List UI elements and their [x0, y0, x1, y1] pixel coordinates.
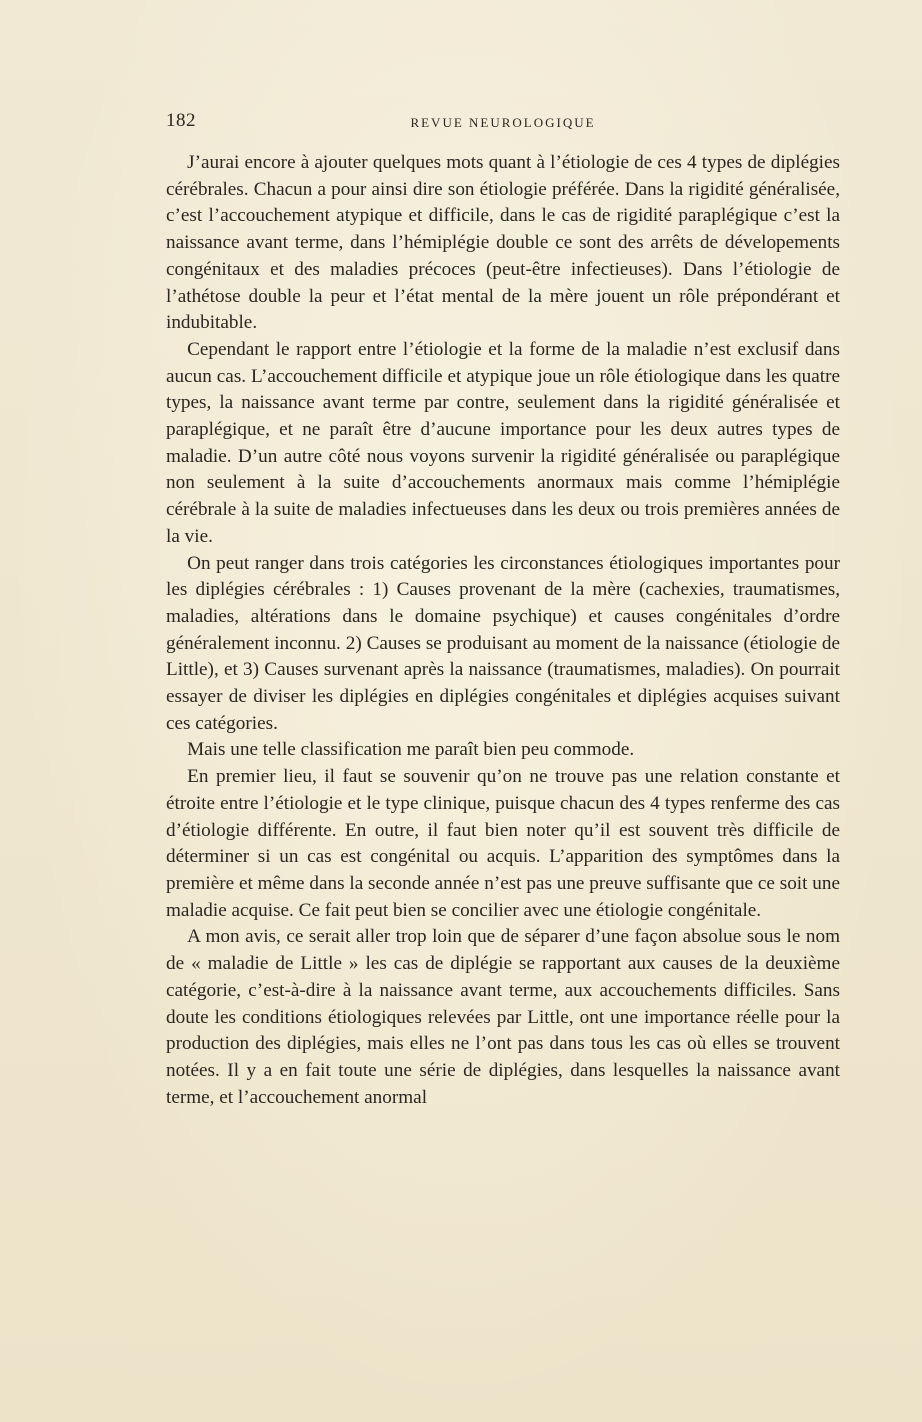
paragraph-first-point: En premier lieu, il faut se souvenir qu’on ne trouve pas une relation constante et étroite entre l’étiologie et le type clinique, puisque chacun des 4 types renferme des cas d’étiologie différente. En outre, il faut bien noter qu’il est souvent très difficile de déterminer si un cas est congénital ou acquis. L’apparition des symptômes dans la première et même dans la seconde année n’est pas une preuve suffisante que ce soit une maladie acquise. Ce fait peut bien se concilier avec une étiologie congénitale.	[166, 766, 840, 921]
running-title: REVUE NEUROLOGIQUE	[410, 115, 596, 130]
body-text	[166, 150, 840, 1111]
page-number: 182	[166, 110, 196, 131]
paragraph-classification: Mais une telle classification me paraît bien peu commode.	[187, 739, 635, 761]
paragraph-etiology-types: J’aurai encore à ajouter quelques mots quant à l’étiologie de ces 4 types de diplégies cérébrales. Chacun a pour ainsi dire son étiologie préférée. Dans la rigidité généralisée, c’est l’accouchement atypique et difficile, dans le cas de rigidité paraplégique c’est la naissance avant terme, dans l’hémiplégie double ce sont des arrêts de dévelopements congénitaux et des maladies précoces (peut-être infectieuses). Dans l’étiologie de l’athétose double la peur et l’état mental de la mère jouent un rôle prépondérant et indubitable.	[166, 152, 840, 334]
paragraph-three-categories: On peut ranger dans trois catégories les circonstances étiologiques importantes pour les diplégies cérébrales : 1) Causes provenant de la mère (cachexies, traumatismes, maladies, altérations dans le domaine psychique) et causes congénitales d’ordre généralement inconnu. 2) Causes se produisant au moment de la naissance (étiologie de Little), et 3) Causes survenant après la naissance (traumatismes, maladies). On pourrait essayer de diviser les diplégies en diplégies congénitales et diplégies acquises suivant ces catégories.	[166, 552, 840, 734]
paragraph-little-disease: A mon avis, ce serait aller trop loin que de séparer d’une façon absolue sous le nom de « maladie de Little » les cas de diplégie se rapportant aux causes de la deuxième catégorie, c’est-à-dire à la naissance avant terme, aux accouchements difficiles. Sans doute les conditions étiologiques relevées par Little, ont une importance réelle pour la production des diplégies, mais elles ne l’ont pas dans tous les cas où elles se trouvent notées. Il y a en fait toute une série de diplégies, dans lesquelles la naissance avant terme, et l’accouchement anormal	[166, 926, 840, 1108]
paragraph-etiology-relation: Cependant le rapport entre l’étiologie et la forme de la maladie n’est exclusif dans aucun cas. L’accouchement difficile et atypique joue un rôle étiologique dans les quatre types, la naissance avant terme par contre, seulement dans la rigidité généralisée et paraplégique, et ne paraît être d’aucune importance pour les deux autres types de maladie. D’un autre côté nous voyons survenir la rigidité généralisée ou paraplégique non seulement à la suite d’accouchements anormaux mais comme l’hémiplégie cérébrale à la suite de maladies infectueuses dans les deux ou trois premières années de la vie.	[166, 338, 840, 547]
page-header	[166, 110, 840, 138]
